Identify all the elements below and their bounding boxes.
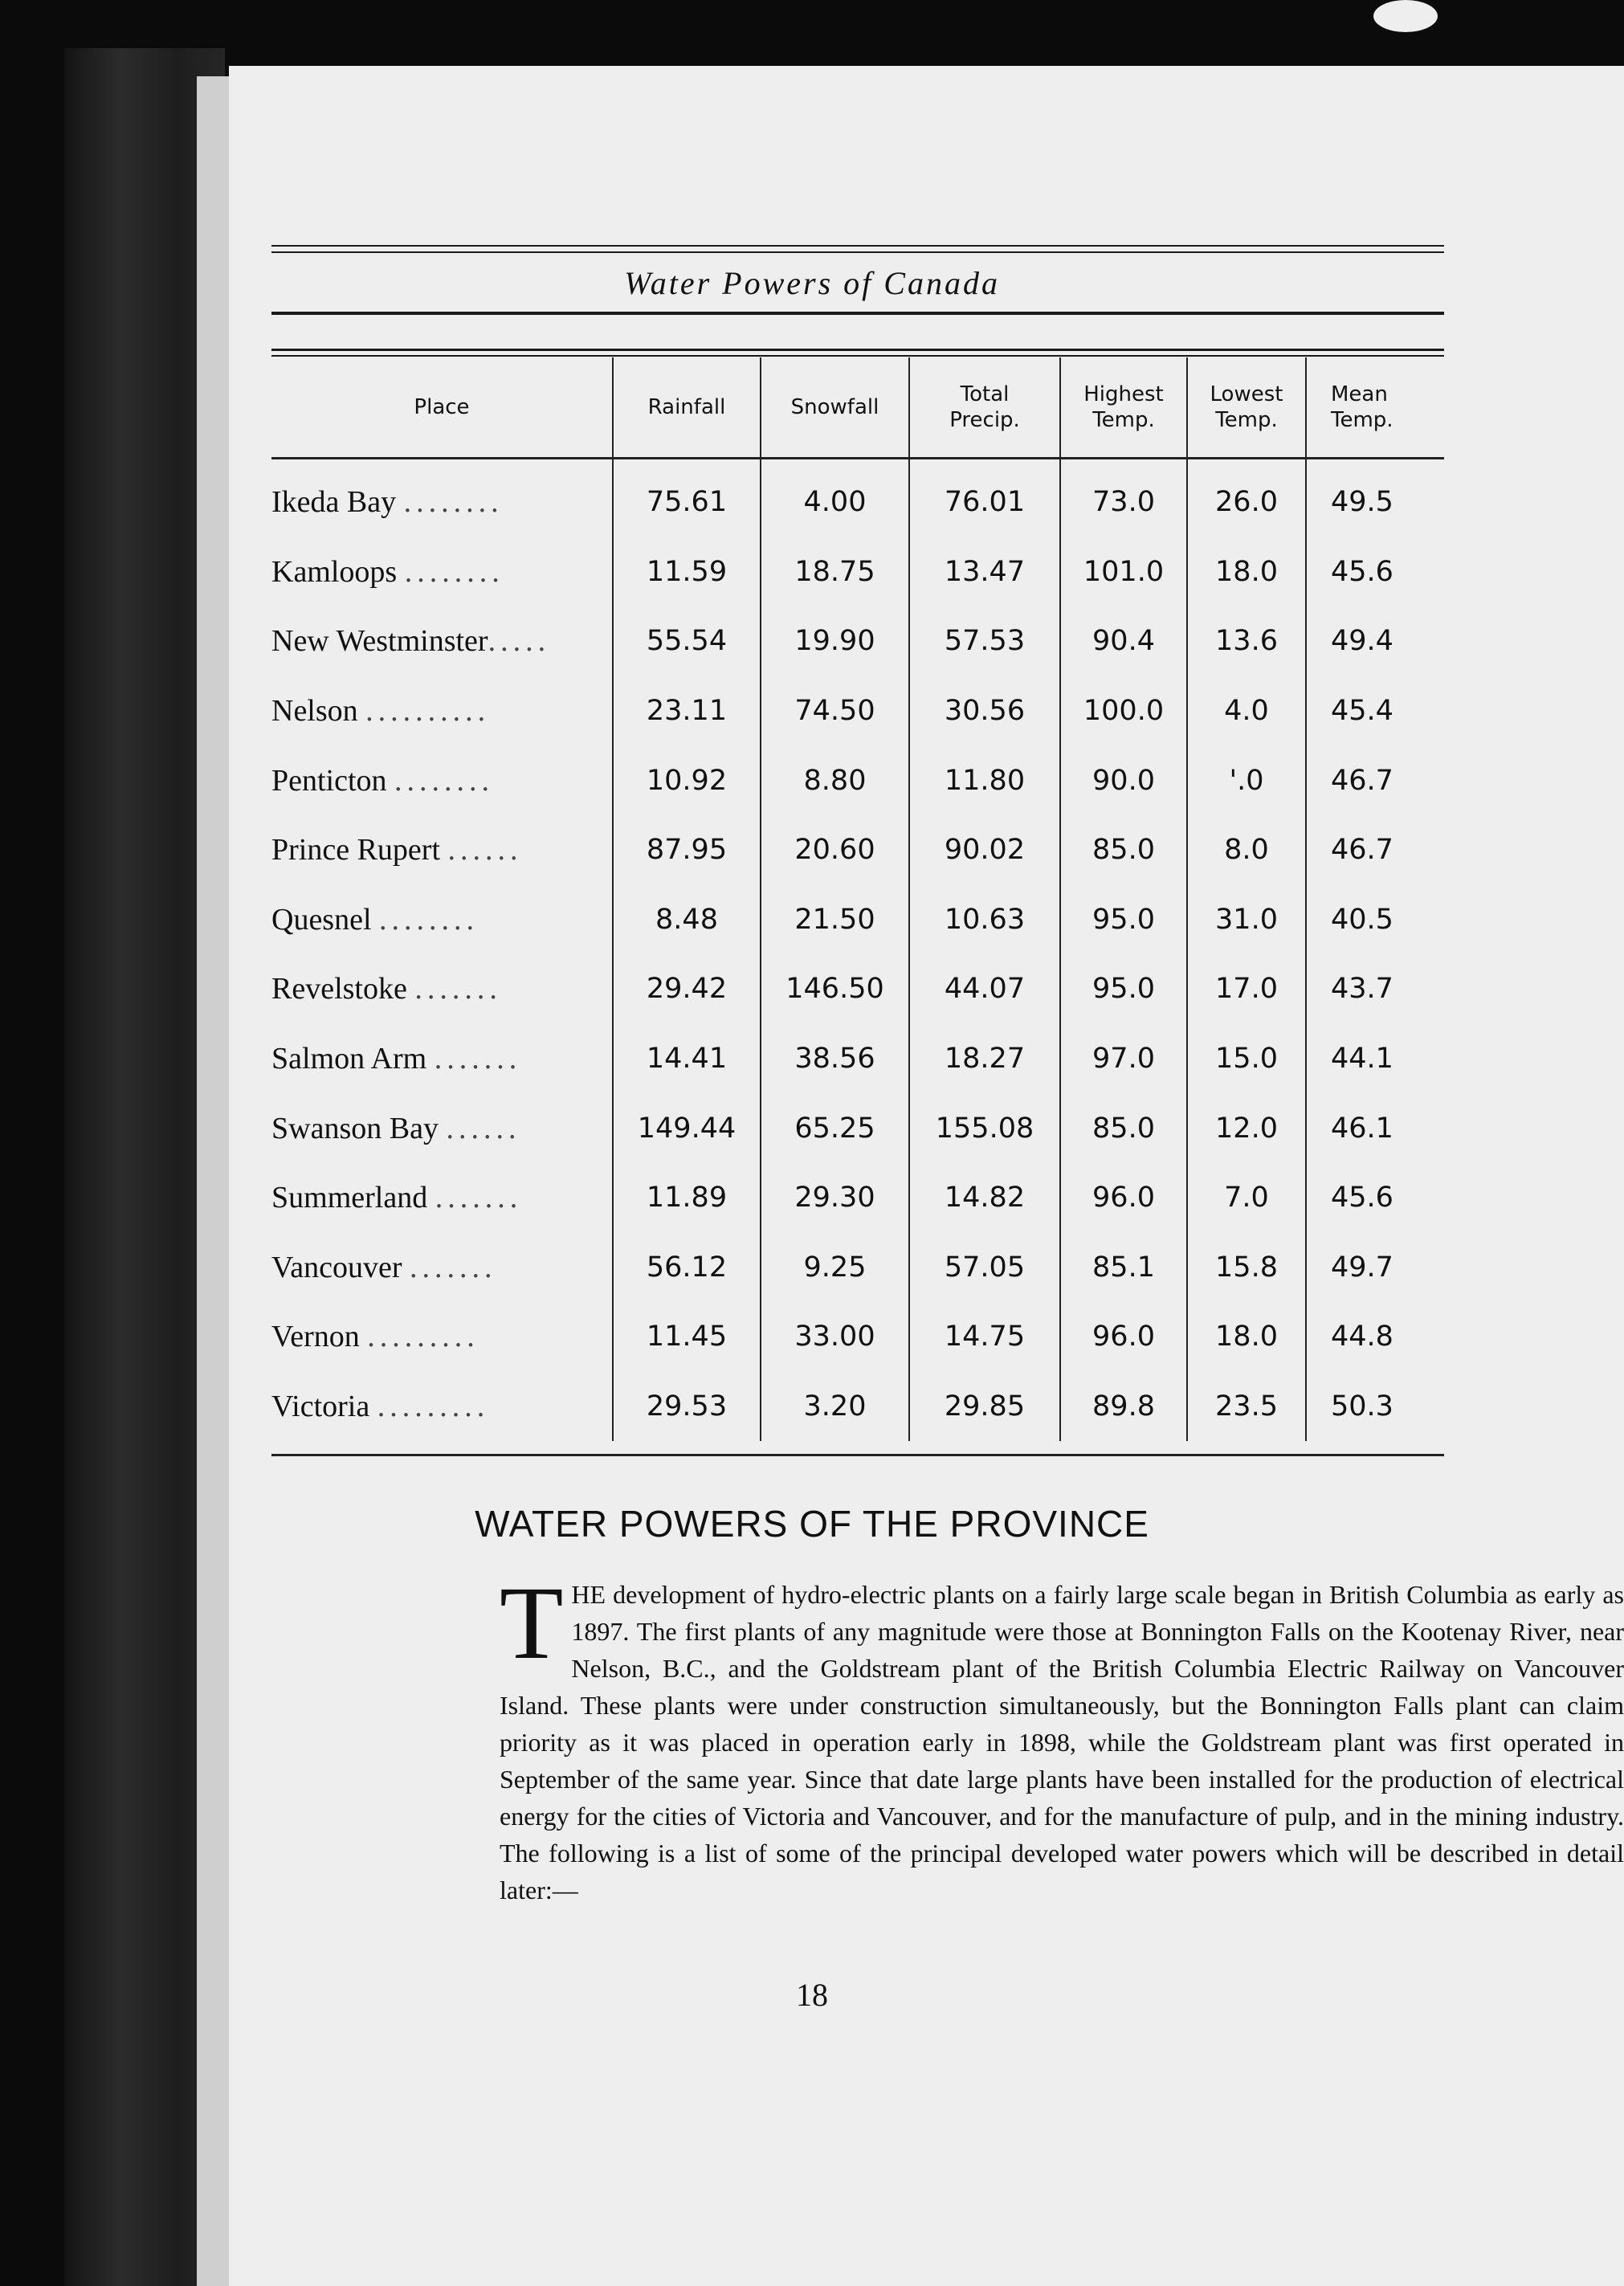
header-line: Snowfall [790, 395, 879, 419]
leader-dots: ........ [404, 554, 504, 589]
table-row [271, 606, 1444, 676]
header-line: Rainfall [647, 395, 726, 419]
leader-dots: ...... [447, 833, 523, 867]
highest-temp-cell: 85.0 [1060, 1093, 1187, 1163]
rainfall-cell: 10.92 [613, 745, 761, 815]
lowest-temp-cell: 7.0 [1187, 1163, 1306, 1233]
column-header-total-precip [909, 357, 1060, 459]
rainfall-cell: 56.12 [613, 1233, 761, 1303]
total-precip-cell: 57.05 [909, 1233, 1060, 1303]
leader-dots: ........ [379, 902, 479, 937]
snowfall-cell: 19.90 [761, 606, 909, 676]
total-precip-cell: 14.75 [909, 1302, 1060, 1372]
place-cell [271, 1302, 613, 1372]
leader-dots: ....... [414, 972, 502, 1006]
snowfall-cell: 3.20 [761, 1372, 909, 1442]
highest-temp-cell: 96.0 [1060, 1302, 1187, 1372]
lowest-temp-cell: 12.0 [1187, 1093, 1306, 1163]
lowest-temp-cell: '.0 [1187, 745, 1306, 815]
total-precip-cell: 11.80 [909, 745, 1060, 815]
mean-temp-cell: 45.4 [1306, 676, 1444, 746]
leader-dots: ........ [394, 763, 495, 798]
climate-table [271, 357, 1444, 1441]
highest-temp-cell: 90.4 [1060, 606, 1187, 676]
section-title: WATER POWERS OF THE PROVINCE [475, 1503, 1149, 1545]
column-header-highest-temp [1060, 357, 1187, 459]
mean-temp-cell: 46.7 [1306, 745, 1444, 815]
table-row [271, 885, 1444, 955]
snowfall-cell: 33.00 [761, 1302, 909, 1372]
mean-temp-cell: 49.7 [1306, 1233, 1444, 1303]
rule [271, 355, 1444, 357]
highest-temp-cell: 101.0 [1060, 537, 1187, 607]
rainfall-cell: 14.41 [613, 1024, 761, 1094]
rainfall-cell: 29.42 [613, 954, 761, 1024]
mean-temp-cell: 45.6 [1306, 537, 1444, 607]
table-row [271, 1302, 1444, 1372]
header-line: Precip. [949, 408, 1020, 432]
snowfall-cell: 38.56 [761, 1024, 909, 1094]
mean-temp-cell: 46.7 [1306, 815, 1444, 885]
rainfall-cell: 149.44 [613, 1093, 761, 1163]
total-precip-cell: 30.56 [909, 676, 1060, 746]
place-name: Kamloops [271, 554, 398, 589]
mean-temp-cell: 49.5 [1306, 459, 1444, 537]
place-cell [271, 537, 613, 607]
place-name: Victoria [271, 1390, 370, 1424]
snowfall-cell: 8.80 [761, 745, 909, 815]
table-row [271, 1093, 1444, 1163]
place-cell [271, 1093, 613, 1163]
place-cell [271, 1372, 613, 1442]
rule [271, 251, 1444, 253]
total-precip-cell: 18.27 [909, 1024, 1060, 1094]
place-cell [271, 885, 613, 955]
snowfall-cell: 9.25 [761, 1233, 909, 1303]
table-row [271, 815, 1444, 885]
highest-temp-cell: 95.0 [1060, 954, 1187, 1024]
lowest-temp-cell: 26.0 [1187, 459, 1306, 537]
total-precip-cell: 155.08 [909, 1093, 1060, 1163]
table-row [271, 745, 1444, 815]
table-row [271, 676, 1444, 746]
highest-temp-cell: 90.0 [1060, 745, 1187, 815]
highest-temp-cell: 85.0 [1060, 815, 1187, 885]
place-name: Vernon [271, 1320, 360, 1354]
leader-dots: ....... [434, 1042, 522, 1076]
place-name: New Westminster [271, 624, 488, 659]
column-header-place [271, 357, 613, 459]
rainfall-cell: 55.54 [613, 606, 761, 676]
leader-dots: ....... [435, 1181, 523, 1215]
place-name: Penticton [271, 763, 387, 798]
header-line: Temp. [1092, 408, 1155, 432]
paragraph-text: HE development of hydro-electric plants on a fairly large scale began in British Columbia as early as 1897. The first plants of any magnitude were those at Bonnington Falls on the Kootenay River, near Nelson, B.C., and the Goldstream plant of the British Columbia Electric Railway on Vancouver Island. These plants were under construction simultaneously, but the Bonnington Falls plant can claim priority as it was placed in operation early in 1898, while the Goldstream plant was first operated in September of the same year. Since that date large plants have been installed for the production of electrical energy for the cities of Victoria and Vancouver, and for the manufacture of pulp, and in the mining industry. The following is a list of some of the principal developed water powers which will be described in detail later:— [500, 1580, 1624, 1904]
table-row [271, 954, 1444, 1024]
lowest-temp-cell: 17.0 [1187, 954, 1306, 1024]
place-cell [271, 606, 613, 676]
total-precip-cell: 13.47 [909, 537, 1060, 607]
table-row [271, 459, 1444, 537]
rainfall-cell: 75.61 [613, 459, 761, 537]
rainfall-cell: 29.53 [613, 1372, 761, 1442]
lowest-temp-cell: 31.0 [1187, 885, 1306, 955]
place-cell [271, 815, 613, 885]
mean-temp-cell: 44.8 [1306, 1302, 1444, 1372]
mean-temp-cell: 50.3 [1306, 1372, 1444, 1442]
column-header-mean-temp [1306, 357, 1444, 459]
snowfall-cell: 29.30 [761, 1163, 909, 1233]
place-cell [271, 954, 613, 1024]
table-header-row [271, 357, 1444, 459]
snowfall-cell: 65.25 [761, 1093, 909, 1163]
place-cell [271, 1233, 613, 1303]
place-name: Nelson [271, 694, 358, 729]
table-row [271, 1372, 1444, 1442]
leader-dots: ......... [367, 1320, 479, 1354]
place-name: Quesnel [271, 902, 372, 937]
rainfall-cell: 8.48 [613, 885, 761, 955]
header-line: Temp. [1331, 408, 1393, 432]
snowfall-cell: 20.60 [761, 815, 909, 885]
table-row [271, 1163, 1444, 1233]
highest-temp-cell: 73.0 [1060, 459, 1187, 537]
header-line: Lowest [1210, 382, 1283, 406]
header-line: Temp. [1215, 408, 1278, 432]
place-cell [271, 459, 613, 537]
table-row [271, 537, 1444, 607]
place-cell [271, 745, 613, 815]
mean-temp-cell: 40.5 [1306, 885, 1444, 955]
lowest-temp-cell: 15.0 [1187, 1024, 1306, 1094]
place-name: Salmon Arm [271, 1042, 427, 1076]
body-paragraph [500, 1576, 1624, 1994]
leader-dots: ..... [488, 624, 551, 659]
rainfall-cell: 11.89 [613, 1163, 761, 1233]
lowest-temp-cell: 18.0 [1187, 1302, 1306, 1372]
rainfall-cell: 23.11 [613, 676, 761, 746]
rainfall-cell: 87.95 [613, 815, 761, 885]
highest-temp-cell: 100.0 [1060, 676, 1187, 746]
mean-temp-cell: 49.4 [1306, 606, 1444, 676]
mean-temp-cell: 43.7 [1306, 954, 1444, 1024]
snowfall-cell: 21.50 [761, 885, 909, 955]
place-name: Summerland [271, 1181, 428, 1215]
total-precip-cell: 29.85 [909, 1372, 1060, 1442]
page-number: 18 [796, 1977, 828, 2013]
lowest-temp-cell: 18.0 [1187, 537, 1306, 607]
mean-temp-cell: 44.1 [1306, 1024, 1444, 1094]
column-header-rainfall [613, 357, 761, 459]
header-line: Place [414, 395, 470, 419]
header-line: Mean [1331, 382, 1388, 406]
snowfall-cell: 18.75 [761, 537, 909, 607]
lowest-temp-cell: 15.8 [1187, 1233, 1306, 1303]
rule [271, 312, 1444, 315]
lowest-temp-cell: 23.5 [1187, 1372, 1306, 1442]
total-precip-cell: 57.53 [909, 606, 1060, 676]
total-precip-cell: 90.02 [909, 815, 1060, 885]
snowfall-cell: 146.50 [761, 954, 909, 1024]
highest-temp-cell: 85.1 [1060, 1233, 1187, 1303]
table-row [271, 1024, 1444, 1094]
lowest-temp-cell: 8.0 [1187, 815, 1306, 885]
rule [271, 349, 1444, 351]
place-name: Swanson Bay [271, 1111, 439, 1145]
mean-temp-cell: 46.1 [1306, 1093, 1444, 1163]
column-header-snowfall [761, 357, 909, 459]
place-name: Ikeda Bay [271, 485, 397, 520]
snowfall-cell: 74.50 [761, 676, 909, 746]
leader-dots: ......... [377, 1390, 490, 1424]
rainfall-cell: 11.45 [613, 1302, 761, 1372]
table-bottom-rule [271, 1454, 1444, 1456]
highest-temp-cell: 96.0 [1060, 1163, 1187, 1233]
rainfall-cell: 11.59 [613, 537, 761, 607]
rule [271, 245, 1444, 247]
highest-temp-cell: 89.8 [1060, 1372, 1187, 1442]
total-precip-cell: 76.01 [909, 459, 1060, 537]
snowfall-cell: 4.00 [761, 459, 909, 537]
place-cell [271, 1024, 613, 1094]
leader-dots: ........ [403, 485, 504, 520]
drop-cap: T [500, 1576, 564, 1681]
header-line: Highest [1083, 382, 1164, 406]
place-cell [271, 676, 613, 746]
place-name: Prince Rupert [271, 833, 441, 867]
highest-temp-cell: 95.0 [1060, 885, 1187, 955]
total-precip-cell: 44.07 [909, 954, 1060, 1024]
paper-speck [1373, 0, 1438, 32]
leader-dots: ....... [409, 1250, 497, 1284]
lowest-temp-cell: 13.6 [1187, 606, 1306, 676]
table-row [271, 1233, 1444, 1303]
total-precip-cell: 10.63 [909, 885, 1060, 955]
place-name: Revelstoke [271, 972, 407, 1006]
lowest-temp-cell: 4.0 [1187, 676, 1306, 746]
total-precip-cell: 14.82 [909, 1163, 1060, 1233]
running-head: Water Powers of Canada [624, 265, 1000, 301]
header-line: Total [960, 382, 1010, 406]
highest-temp-cell: 97.0 [1060, 1024, 1187, 1094]
leader-dots: ...... [446, 1111, 521, 1145]
mean-temp-cell: 45.6 [1306, 1163, 1444, 1233]
place-name: Vancouver [271, 1250, 402, 1284]
leader-dots: .......... [365, 694, 491, 729]
column-header-lowest-temp [1187, 357, 1306, 459]
place-cell [271, 1163, 613, 1233]
